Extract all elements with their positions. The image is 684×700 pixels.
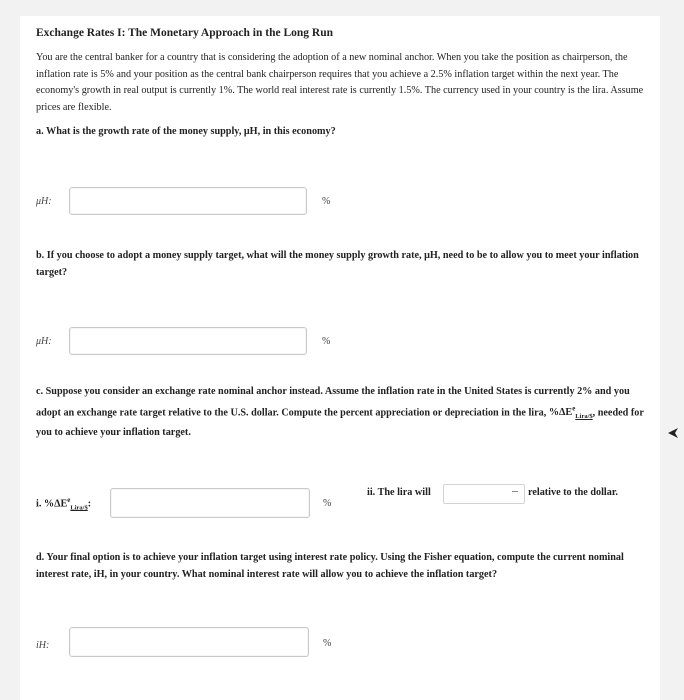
chevron-down-icon xyxy=(512,491,518,492)
question-c-text-2: , needed for you to achieve your inflation target. xyxy=(36,406,644,439)
mouse-pointer-icon xyxy=(668,428,680,438)
answer-b-unit: % xyxy=(322,336,331,347)
question-c-prompt xyxy=(36,384,646,442)
answer-d-input[interactable] xyxy=(69,627,309,657)
question-c-i-label: i. $\%\Delta E^e_{Lira/\$}$: xyxy=(36,496,92,512)
question-b-var-label: μH: xyxy=(36,336,52,347)
question-a-var-label: μH: xyxy=(36,196,52,207)
question-c-text-1: c. Suppose you consider an exchange rate nominal anchor instead. Assume the inflation rate in the United States is currently 2% and you adopt an exchange rate target relative to the U.S. dollar. Compute the percent appreciation or depreciation in the lira, xyxy=(36,386,630,418)
problem-title: Exchange Rates I: The Monetary Approach in the Long Run xyxy=(36,27,334,39)
question-c-ii-label: ii. The lira will xyxy=(367,487,431,498)
answer-c-i-unit: % xyxy=(323,498,332,509)
lira-direction-select[interactable] xyxy=(443,484,525,504)
answer-d-unit: % xyxy=(323,638,332,649)
question-c-ii-suffix: relative to the dollar. xyxy=(528,487,618,498)
answer-b-input[interactable] xyxy=(69,327,307,355)
question-c-symbol: $\%\Delta E^e_{Lira/\$}$ xyxy=(548,404,593,420)
answer-c-i-input[interactable] xyxy=(110,488,310,518)
answer-a-input[interactable] xyxy=(69,187,307,215)
question-a-prompt: a. What is the growth rate of the money supply, μH, in this economy? xyxy=(36,126,336,137)
question-d-prompt: d. Your final option is to achieve your inflation target using interest rate policy. Using the Fisher equation, compute the current nominal interest rate, iH, in your country. What nominal interest rate will allow you to achieve the inflation target? xyxy=(36,552,624,580)
answer-a-unit: % xyxy=(322,196,331,207)
problem-intro: You are the central banker for a country that is considering the adoption of a new nominal anchor. When you take the position as chairperson, the inflation rate is 5% and your position as the central bank chairperson requires that you achieve a 2.5% inflation target within the next year. The economy's growth in real output is currently 1%. The world real interest rate is currently 1.5%. The currency used in your country is the lira. Assume prices are flexible. xyxy=(36,52,644,113)
question-b-prompt: b. If you choose to adopt a money supply target, what will the money supply growth rate, μH, need to be to allow you to meet your inflation target? xyxy=(36,250,639,278)
question-d-var-label: iH: xyxy=(36,640,50,651)
problem-sheet xyxy=(20,16,660,700)
